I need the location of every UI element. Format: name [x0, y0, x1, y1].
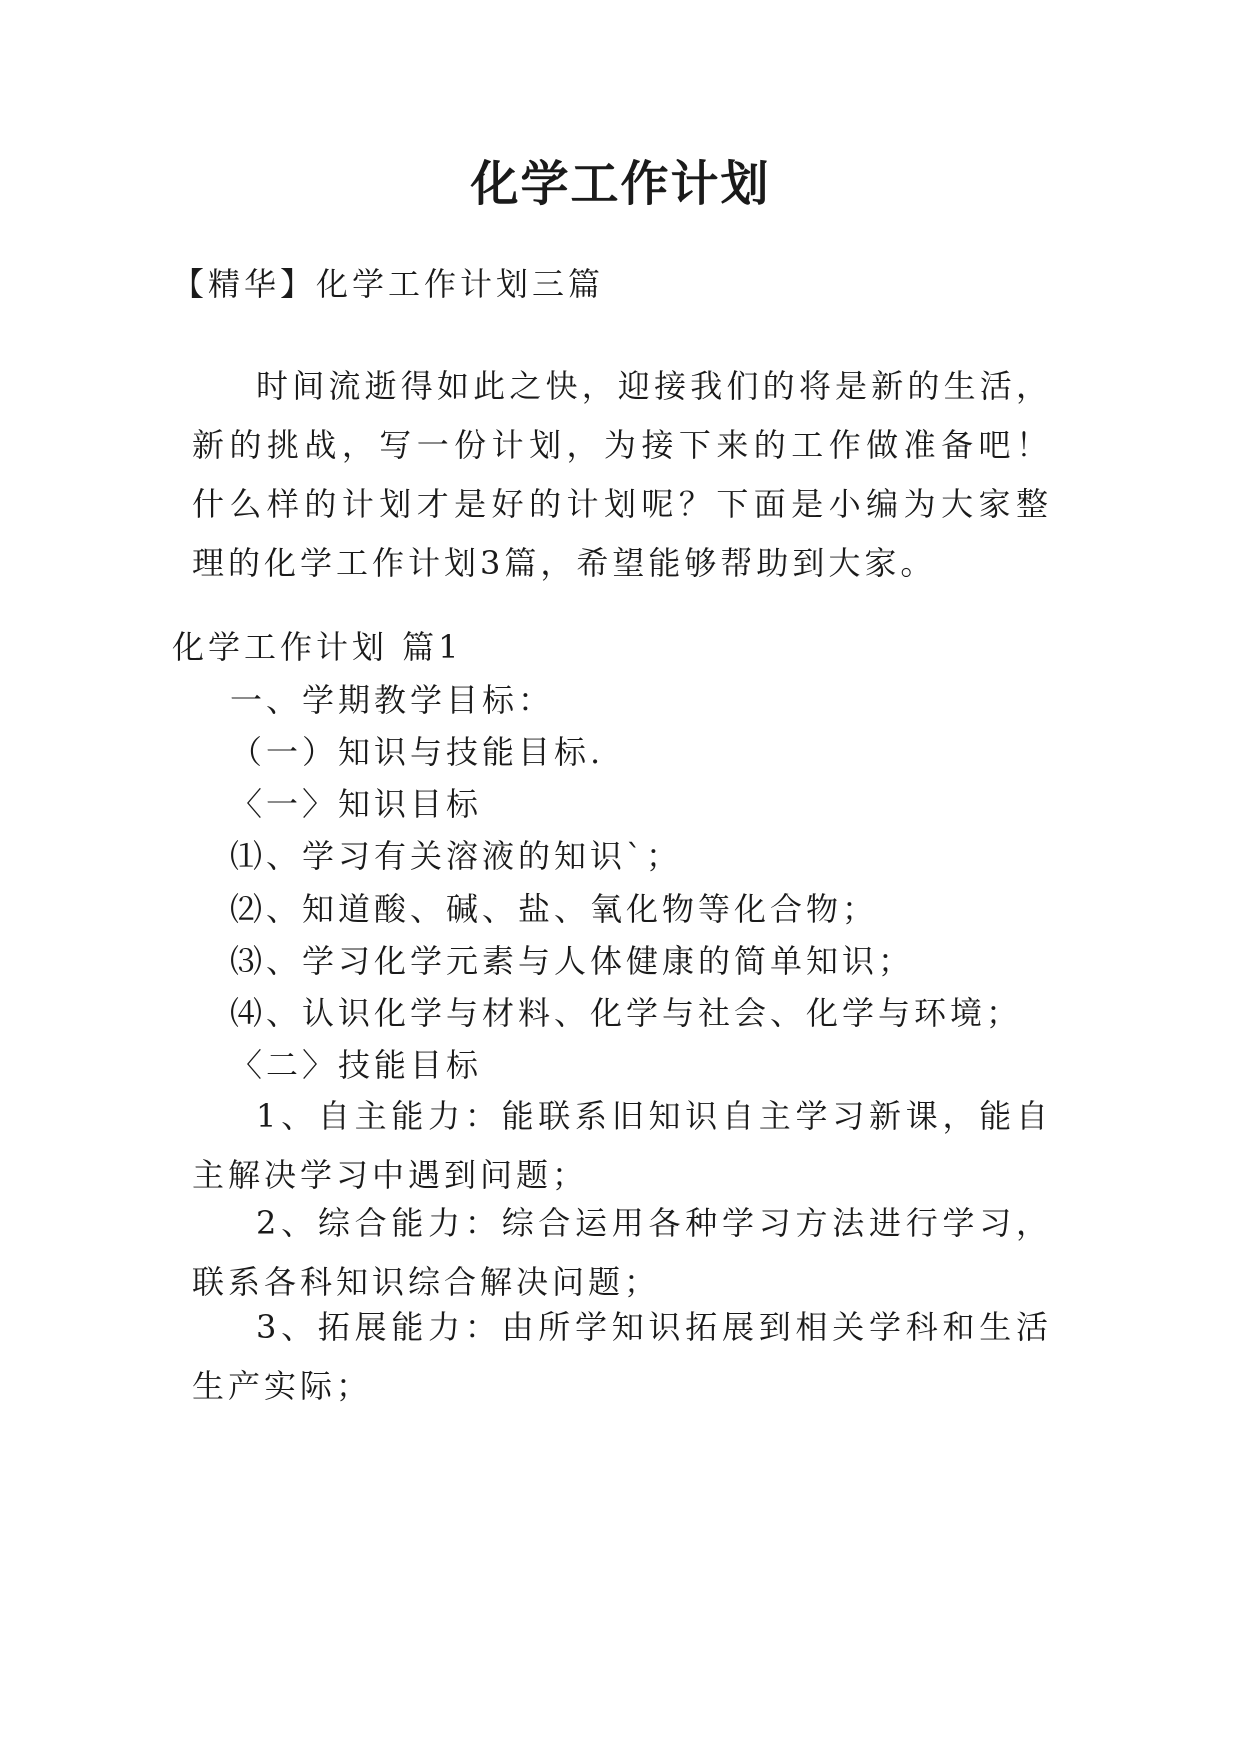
document-subtitle: 【精华】化学工作计划三篇: [172, 265, 605, 303]
skill-item: 3、拓展能力：由所学知识拓展到相关学科和生活生产实际；: [192, 1308, 1052, 1405]
skill-item: 1、自主能力：能联系旧知识自主学习新课，能自主解决学习中遇到问题；: [192, 1097, 1052, 1194]
heading-skill-goals: 〈二〉技能目标: [230, 1046, 483, 1084]
intro-paragraph: 时间流逝得如此之快，迎接我们的将是新的生活，新的挑战，写一份计划，为接下来的工作做准备吧！什么样的计划才是好的计划呢？下面是小编为大家整理的化学工作计划3篇，希望能够帮助到大家。: [192, 367, 1052, 582]
knowledge-item: ⑷、认识化学与材料、化学与社会、化学与环境；: [230, 994, 1023, 1032]
knowledge-item: ⑵、知道酸、碱、盐、氧化物等化合物；: [230, 890, 879, 928]
document-title: 化学工作计划: [470, 156, 771, 212]
heading-teaching-goals: 一、学期教学目标：: [230, 681, 555, 719]
heading-knowledge-skills: （一）知识与技能目标.: [230, 733, 605, 771]
skill-item: 2、综合能力：综合运用各种学习方法进行学习，联系各科知识综合解决问题；: [192, 1204, 1052, 1301]
heading-knowledge-goals: 〈一〉知识目标: [230, 785, 483, 823]
section-heading: 化学工作计划 篇1: [172, 628, 463, 666]
knowledge-item: ⑴、学习有关溶液的知识`；: [230, 837, 683, 875]
knowledge-item: ⑶、学习化学元素与人体健康的简单知识；: [230, 942, 915, 980]
